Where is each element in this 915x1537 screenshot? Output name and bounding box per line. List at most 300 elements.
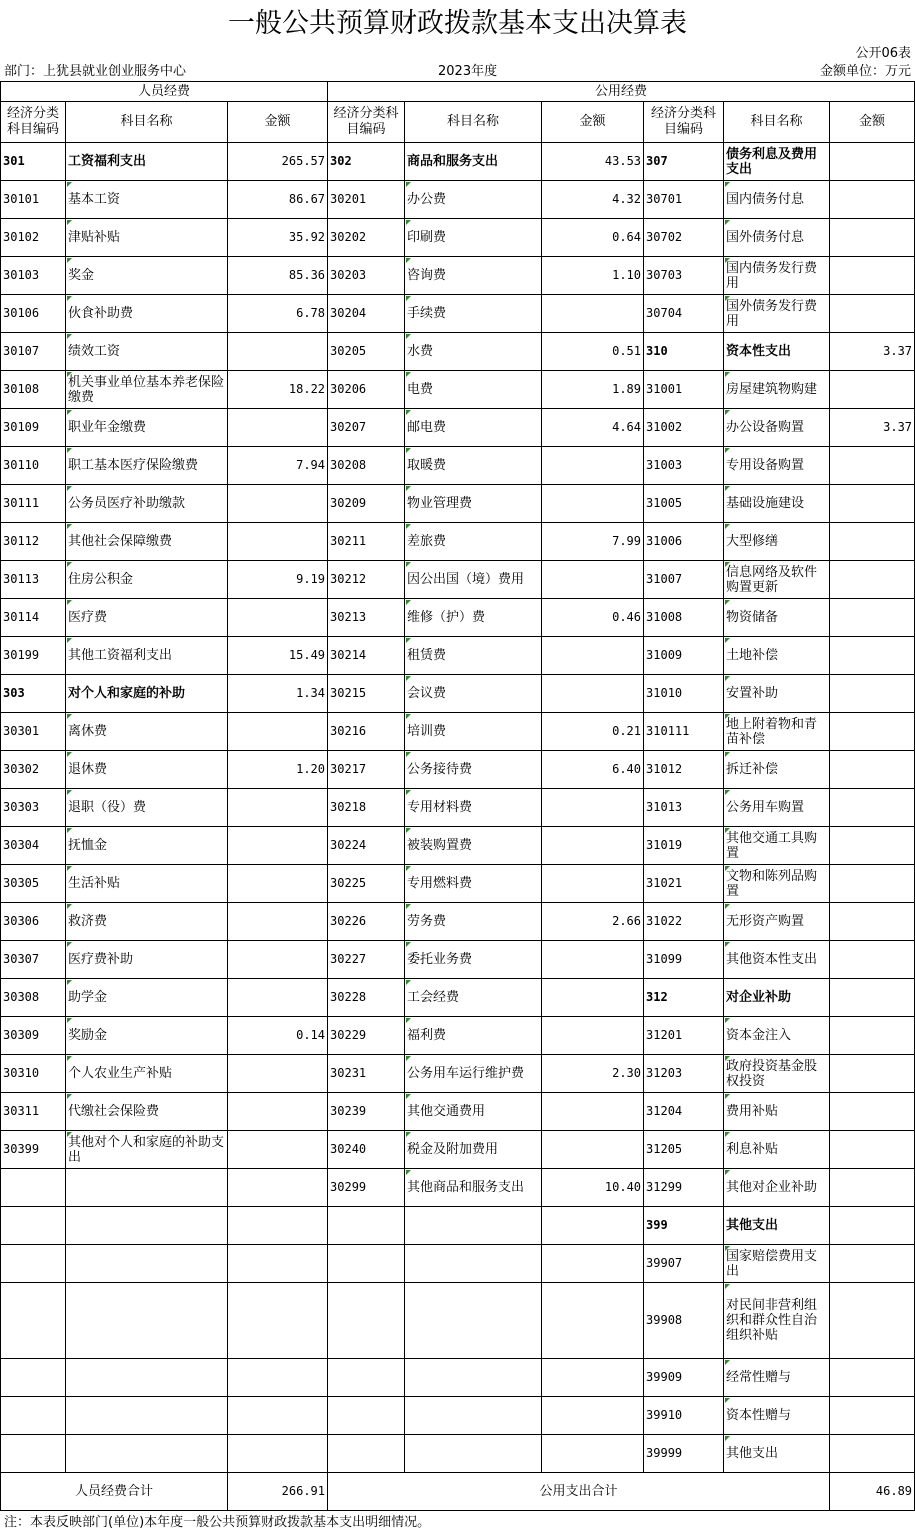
cell-amount (228, 827, 328, 865)
cell-code: 31002 (644, 409, 724, 447)
personnel-total-label: 人员经费合计 (1, 1473, 228, 1511)
cell-amount (542, 827, 644, 865)
cell-amount: 0.14 (228, 1017, 328, 1055)
cell-item-name: 奖励金 (66, 1017, 228, 1055)
cell-amount (830, 143, 915, 181)
table-row (1, 219, 915, 257)
cell-code: 31005 (644, 485, 724, 523)
cell-amount: 1.89 (542, 371, 644, 409)
page-title: 一般公共预算财政拨款基本支出决算表 (228, 8, 687, 39)
cell-item-name: 医疗费补助 (66, 941, 228, 979)
cell-amount (228, 1207, 328, 1245)
cell-amount (830, 447, 915, 485)
cell-amount (228, 1169, 328, 1207)
cell-code: 30399 (1, 1131, 66, 1169)
cell-code: 30206 (328, 371, 405, 409)
cell-item-name: 其他资本性支出 (724, 941, 830, 979)
table-row (1, 561, 915, 599)
table-row (1, 751, 915, 789)
cell-amount (830, 371, 915, 409)
table-row (1, 1169, 915, 1207)
public-total-label: 公用支出合计 (328, 1473, 830, 1511)
cell-amount (542, 1397, 644, 1435)
cell-amount (542, 1131, 644, 1169)
table-row (1, 295, 915, 333)
cell-item-name: 救济费 (66, 903, 228, 941)
cell-item-name: 其他对个人和家庭的补助支出 (66, 1131, 228, 1169)
cell-code: 39910 (644, 1397, 724, 1435)
cell-item-name: 职工基本医疗保险缴费 (66, 447, 228, 485)
cell-item-name: 机关事业单位基本养老保险缴费 (66, 371, 228, 409)
table-row (1, 143, 915, 181)
col-header-amount: 金额 (542, 102, 644, 143)
cell-item-name: 安置补助 (724, 675, 830, 713)
cell-amount: 0.46 (542, 599, 644, 637)
cell-amount: 4.64 (542, 409, 644, 447)
cell-item-name: 信息网络及软件购置更新 (724, 561, 830, 599)
cell-item-name (66, 1169, 228, 1207)
cell-amount (542, 1435, 644, 1473)
cell-code: 30203 (328, 257, 405, 295)
cell-code: 31205 (644, 1131, 724, 1169)
cell-amount (542, 1207, 644, 1245)
cell-item-name: 对个人和家庭的补助 (66, 675, 228, 713)
cell-amount (830, 827, 915, 865)
cell-item-name: 拆迁补偿 (724, 751, 830, 789)
cell-code: 31204 (644, 1093, 724, 1131)
cell-amount (228, 713, 328, 751)
col-header-code: 经济分类科目编码 (644, 102, 724, 143)
cell-amount: 35.92 (228, 219, 328, 257)
cell-amount (228, 333, 328, 371)
table-row (1, 827, 915, 865)
expenditure-table (0, 81, 915, 1511)
cell-amount (228, 1093, 328, 1131)
cell-code: 307 (644, 143, 724, 181)
cell-item-name: 会议费 (405, 675, 542, 713)
cell-amount: 4.32 (542, 181, 644, 219)
cell-amount (830, 675, 915, 713)
cell-item-name: 税金及附加费用 (405, 1131, 542, 1169)
cell-amount (830, 485, 915, 523)
cell-code: 31019 (644, 827, 724, 865)
cell-amount (228, 1245, 328, 1283)
cell-amount (228, 789, 328, 827)
cell-code (328, 1359, 405, 1397)
cell-amount (830, 295, 915, 333)
cell-amount: 1.34 (228, 675, 328, 713)
cell-code (1, 1435, 66, 1473)
cell-code: 30108 (1, 371, 66, 409)
cell-code: 30227 (328, 941, 405, 979)
table-row (1, 675, 915, 713)
cell-item-name: 租赁费 (405, 637, 542, 675)
cell-code (1, 1169, 66, 1207)
cell-amount (830, 751, 915, 789)
cell-amount (830, 599, 915, 637)
table-row (1, 713, 915, 751)
cell-item-name: 工会经费 (405, 979, 542, 1017)
cell-amount (830, 523, 915, 561)
cell-code: 30226 (328, 903, 405, 941)
table-row (1, 333, 915, 371)
cell-code (1, 1397, 66, 1435)
cell-amount (830, 865, 915, 903)
cell-code: 31006 (644, 523, 724, 561)
cell-item-name: 国外债务付息 (724, 219, 830, 257)
cell-code: 30218 (328, 789, 405, 827)
cell-item-name: 专用设备购置 (724, 447, 830, 485)
cell-code: 31012 (644, 751, 724, 789)
personnel-group-header: 人员经费 (1, 82, 328, 102)
cell-code: 30216 (328, 713, 405, 751)
cell-code: 30308 (1, 979, 66, 1017)
cell-code: 31007 (644, 561, 724, 599)
cell-item-name: 国内债务付息 (724, 181, 830, 219)
cell-item-name: 其他工资福利支出 (66, 637, 228, 675)
cell-code: 312 (644, 979, 724, 1017)
cell-item-name: 费用补贴 (724, 1093, 830, 1131)
cell-amount: 85.36 (228, 257, 328, 295)
cell-amount (228, 979, 328, 1017)
cell-item-name: 公务用车购置 (724, 789, 830, 827)
cell-item-name: 水费 (405, 333, 542, 371)
cell-item-name: 文物和陈列品购置 (724, 865, 830, 903)
cell-item-name: 津贴补贴 (66, 219, 228, 257)
cell-amount (830, 257, 915, 295)
cell-item-name: 伙食补助费 (66, 295, 228, 333)
cell-item-name (405, 1207, 542, 1245)
cell-code: 30214 (328, 637, 405, 675)
cell-amount: 0.21 (542, 713, 644, 751)
cell-amount: 3.37 (830, 333, 915, 371)
cell-amount (830, 1093, 915, 1131)
cell-code: 30229 (328, 1017, 405, 1055)
cell-item-name: 职业年金缴费 (66, 409, 228, 447)
cell-code: 31299 (644, 1169, 724, 1207)
cell-amount (830, 1131, 915, 1169)
table-row (1, 1245, 915, 1283)
cell-amount (228, 1435, 328, 1473)
cell-item-name: 专用材料费 (405, 789, 542, 827)
cell-amount: 86.67 (228, 181, 328, 219)
cell-item-name: 商品和服务支出 (405, 143, 542, 181)
cell-item-name (66, 1397, 228, 1435)
cell-code: 30225 (328, 865, 405, 903)
cell-amount (542, 1359, 644, 1397)
cell-code: 303 (1, 675, 66, 713)
cell-code: 30231 (328, 1055, 405, 1093)
cell-amount: 7.94 (228, 447, 328, 485)
cell-code: 399 (644, 1207, 724, 1245)
cell-code: 30208 (328, 447, 405, 485)
cell-item-name: 资本性赠与 (724, 1397, 830, 1435)
cell-item-name: 房屋建筑物购建 (724, 371, 830, 409)
cell-amount (830, 903, 915, 941)
cell-item-name: 公务员医疗补助缴款 (66, 485, 228, 523)
cell-amount (542, 447, 644, 485)
cell-item-name: 退休费 (66, 751, 228, 789)
footnote: 注：本表反映部门(单位)本年度一般公共预算财政拨款基本支出明细情况。 (4, 1515, 431, 1530)
cell-code: 30309 (1, 1017, 66, 1055)
cell-amount: 0.64 (542, 219, 644, 257)
cell-amount (830, 1245, 915, 1283)
cell-code: 30106 (1, 295, 66, 333)
cell-amount (228, 523, 328, 561)
table-row (1, 371, 915, 409)
cell-item-name: 差旅费 (405, 523, 542, 561)
cell-code: 30204 (328, 295, 405, 333)
cell-code (1, 1207, 66, 1245)
cell-code: 30299 (328, 1169, 405, 1207)
cell-item-name (66, 1245, 228, 1283)
cell-amount: 6.78 (228, 295, 328, 333)
cell-amount (542, 789, 644, 827)
table-row (1, 257, 915, 295)
cell-item-name: 因公出国（境）费用 (405, 561, 542, 599)
cell-item-name: 培训费 (405, 713, 542, 751)
cell-amount (830, 637, 915, 675)
cell-amount: 6.40 (542, 751, 644, 789)
cell-amount: 265.57 (228, 143, 328, 181)
cell-item-name: 办公设备购置 (724, 409, 830, 447)
cell-amount (228, 865, 328, 903)
cell-item-name: 绩效工资 (66, 333, 228, 371)
cell-amount (228, 1055, 328, 1093)
cell-amount (542, 295, 644, 333)
cell-code: 30310 (1, 1055, 66, 1093)
cell-amount (542, 1017, 644, 1055)
col-header-name: 科目名称 (724, 102, 830, 143)
cell-code: 30215 (328, 675, 405, 713)
cell-amount (542, 675, 644, 713)
cell-amount: 10.40 (542, 1169, 644, 1207)
table-row (1, 181, 915, 219)
cell-amount (542, 637, 644, 675)
cell-item-name (66, 1435, 228, 1473)
cell-code: 39908 (644, 1283, 724, 1359)
totals-row (1, 1473, 915, 1511)
cell-item-name: 其他支出 (724, 1435, 830, 1473)
cell-item-name: 公务用车运行维护费 (405, 1055, 542, 1093)
table-row (1, 485, 915, 523)
cell-code: 310111 (644, 713, 724, 751)
cell-amount: 2.30 (542, 1055, 644, 1093)
cell-code: 30217 (328, 751, 405, 789)
cell-item-name: 其他商品和服务支出 (405, 1169, 542, 1207)
cell-amount (830, 219, 915, 257)
col-header-amount: 金额 (830, 102, 915, 143)
table-row (1, 599, 915, 637)
cell-code: 31009 (644, 637, 724, 675)
cell-code: 30101 (1, 181, 66, 219)
cell-amount (228, 485, 328, 523)
cell-item-name: 咨询费 (405, 257, 542, 295)
cell-item-name: 其他交通工具购置 (724, 827, 830, 865)
table-row (1, 409, 915, 447)
cell-amount (830, 713, 915, 751)
cell-item-name: 利息补贴 (724, 1131, 830, 1169)
cell-code: 30211 (328, 523, 405, 561)
cell-code: 30704 (644, 295, 724, 333)
cell-amount: 18.22 (228, 371, 328, 409)
cell-code: 30205 (328, 333, 405, 371)
cell-code: 30199 (1, 637, 66, 675)
cell-amount (830, 1055, 915, 1093)
col-header-name: 科目名称 (405, 102, 542, 143)
unit-label: 金额单位：万元 (819, 64, 911, 79)
cell-code: 30305 (1, 865, 66, 903)
cell-amount (542, 1283, 644, 1359)
cell-code: 30111 (1, 485, 66, 523)
cell-amount: 1.10 (542, 257, 644, 295)
cell-amount (542, 1093, 644, 1131)
cell-item-name: 印刷费 (405, 219, 542, 257)
cell-item-name: 资本金注入 (724, 1017, 830, 1055)
cell-code (1, 1245, 66, 1283)
cell-code: 30306 (1, 903, 66, 941)
cell-item-name: 手续费 (405, 295, 542, 333)
table-row (1, 903, 915, 941)
public-group-header: 公用经费 (328, 82, 915, 102)
cell-amount (542, 979, 644, 1017)
cell-amount (830, 1017, 915, 1055)
cell-code: 30102 (1, 219, 66, 257)
cell-amount (228, 1359, 328, 1397)
cell-code: 30228 (328, 979, 405, 1017)
cell-item-name: 地上附着物和青苗补偿 (724, 713, 830, 751)
cell-item-name: 生活补贴 (66, 865, 228, 903)
cell-code: 302 (328, 143, 405, 181)
cell-item-name: 取暖费 (405, 447, 542, 485)
cell-code: 39909 (644, 1359, 724, 1397)
table-row (1, 1435, 915, 1473)
cell-amount (830, 979, 915, 1017)
cell-amount (228, 409, 328, 447)
cell-item-name: 助学金 (66, 979, 228, 1017)
cell-code: 301 (1, 143, 66, 181)
cell-amount (830, 1169, 915, 1207)
cell-code (328, 1245, 405, 1283)
cell-item-name: 代缴社会保险费 (66, 1093, 228, 1131)
cell-item-name: 政府投资基金股权投资 (724, 1055, 830, 1093)
cell-code (328, 1397, 405, 1435)
cell-code: 30110 (1, 447, 66, 485)
table-row (1, 447, 915, 485)
department-label: 部门：上犹县就业创业服务中心 (4, 64, 187, 79)
cell-item-name: 公务接待费 (405, 751, 542, 789)
table-row (1, 1017, 915, 1055)
cell-item-name: 专用燃料费 (405, 865, 542, 903)
cell-item-name: 奖金 (66, 257, 228, 295)
cell-code (1, 1359, 66, 1397)
table-number: 公开06表 (855, 46, 911, 61)
cell-amount (542, 865, 644, 903)
cell-item-name: 经常性赠与 (724, 1359, 830, 1397)
cell-item-name: 住房公积金 (66, 561, 228, 599)
cell-item-name: 土地补偿 (724, 637, 830, 675)
cell-code: 39999 (644, 1435, 724, 1473)
cell-code: 30303 (1, 789, 66, 827)
cell-amount (830, 1397, 915, 1435)
cell-item-name: 资本性支出 (724, 333, 830, 371)
cell-amount (830, 1359, 915, 1397)
cell-item-name: 邮电费 (405, 409, 542, 447)
cell-item-name: 被装购置费 (405, 827, 542, 865)
cell-code: 30213 (328, 599, 405, 637)
cell-code (1, 1283, 66, 1359)
cell-code: 30239 (328, 1093, 405, 1131)
cell-code: 31021 (644, 865, 724, 903)
cell-code: 30703 (644, 257, 724, 295)
table-row (1, 1131, 915, 1169)
cell-item-name: 离休费 (66, 713, 228, 751)
table-row (1, 1359, 915, 1397)
cell-code: 30209 (328, 485, 405, 523)
cell-code: 30212 (328, 561, 405, 599)
cell-code: 310 (644, 333, 724, 371)
cell-code (328, 1435, 405, 1473)
col-header-code: 经济分类科目编码 (1, 102, 66, 143)
cell-amount (542, 941, 644, 979)
cell-amount: 1.20 (228, 751, 328, 789)
cell-code: 39907 (644, 1245, 724, 1283)
public-total-value: 46.89 (830, 1473, 915, 1511)
cell-amount (830, 1435, 915, 1473)
cell-code: 30103 (1, 257, 66, 295)
cell-item-name: 工资福利支出 (66, 143, 228, 181)
cell-item-name (405, 1397, 542, 1435)
cell-amount (228, 1131, 328, 1169)
cell-amount: 43.53 (542, 143, 644, 181)
table-row (1, 1207, 915, 1245)
cell-item-name (405, 1245, 542, 1283)
cell-item-name (66, 1207, 228, 1245)
cell-amount (228, 1283, 328, 1359)
cell-amount (830, 789, 915, 827)
cell-code: 31013 (644, 789, 724, 827)
cell-amount: 3.37 (830, 409, 915, 447)
table-row (1, 637, 915, 675)
cell-item-name: 无形资产购置 (724, 903, 830, 941)
cell-code: 30107 (1, 333, 66, 371)
cell-code: 30114 (1, 599, 66, 637)
cell-item-name: 物资储备 (724, 599, 830, 637)
cell-amount (542, 485, 644, 523)
cell-amount: 2.66 (542, 903, 644, 941)
cell-item-name: 对企业补助 (724, 979, 830, 1017)
cell-amount (228, 903, 328, 941)
cell-amount: 15.49 (228, 637, 328, 675)
table-row (1, 1093, 915, 1131)
cell-code: 30240 (328, 1131, 405, 1169)
cell-item-name (66, 1283, 228, 1359)
cell-amount (228, 1397, 328, 1435)
cell-item-name: 办公费 (405, 181, 542, 219)
table-row (1, 789, 915, 827)
table-row (1, 523, 915, 561)
cell-item-name: 福利费 (405, 1017, 542, 1055)
cell-code: 31010 (644, 675, 724, 713)
cell-item-name: 其他对企业补助 (724, 1169, 830, 1207)
cell-item-name: 委托业务费 (405, 941, 542, 979)
personnel-total-value: 266.91 (228, 1473, 328, 1511)
cell-item-name (405, 1359, 542, 1397)
cell-code: 30311 (1, 1093, 66, 1131)
table-row (1, 1055, 915, 1093)
cell-item-name: 国家赔偿费用支出 (724, 1245, 830, 1283)
cell-amount (830, 561, 915, 599)
